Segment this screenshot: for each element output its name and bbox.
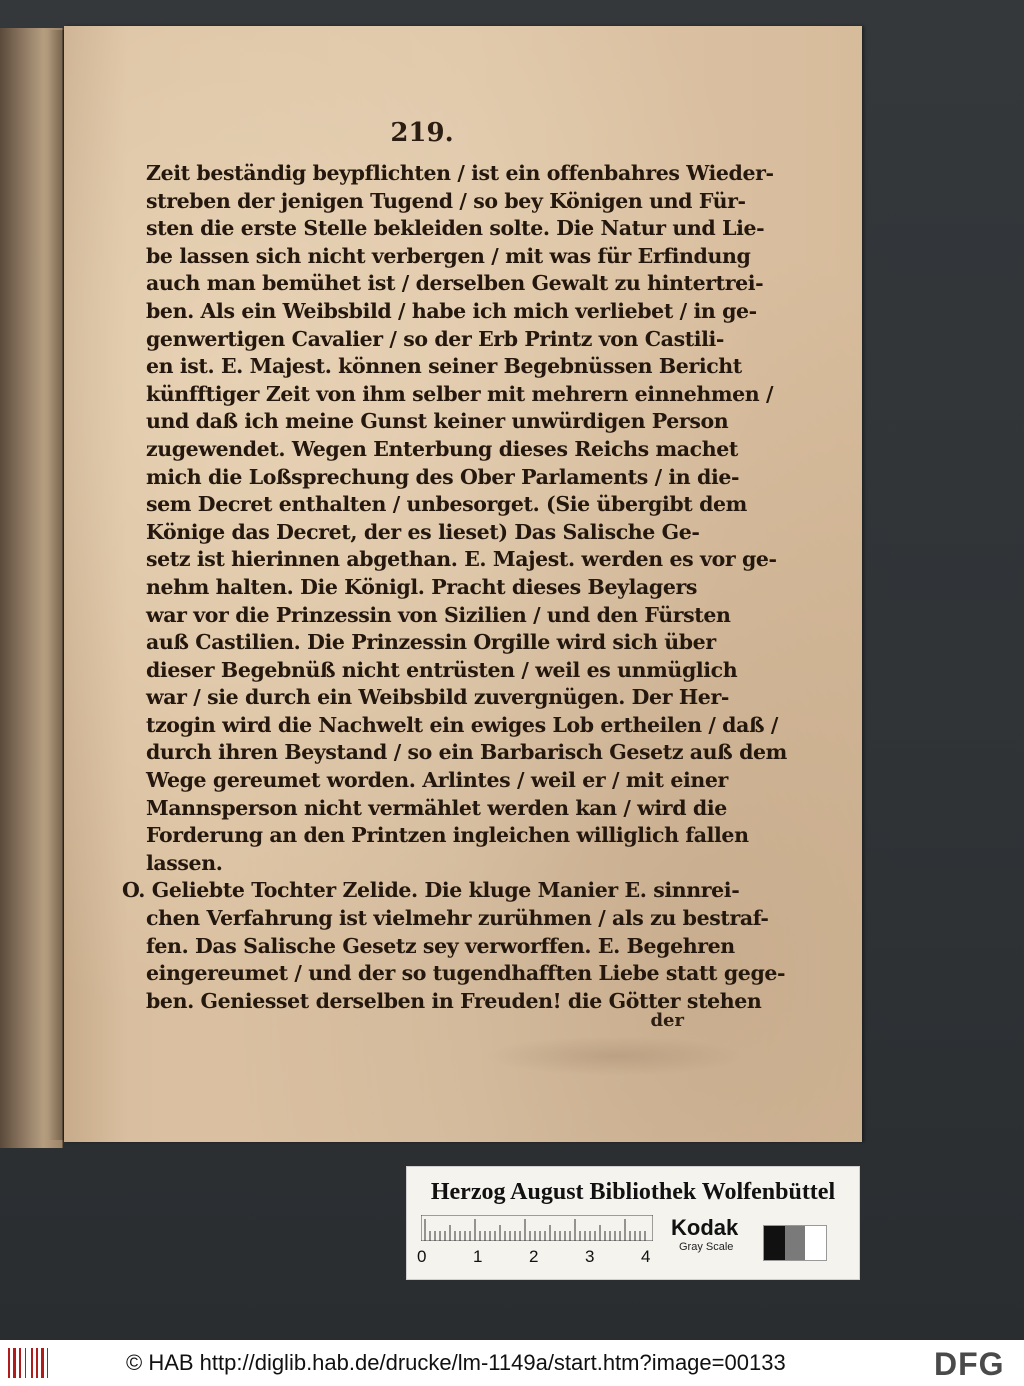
text-line: nehm halten. Die Königl. Pracht dieses Beylagers bbox=[146, 574, 698, 599]
barcode-bar bbox=[19, 1348, 21, 1378]
text-line: streben der jenigen Tugend / so bey Königen und Für- bbox=[146, 188, 746, 213]
library-name: Herzog August Bibliothek Wolfenbüttel bbox=[430, 1179, 836, 1205]
barcode-icon bbox=[8, 1348, 48, 1378]
ruler-outline bbox=[421, 1215, 653, 1241]
scale-ruler bbox=[421, 1215, 653, 1241]
catchword: der bbox=[650, 1010, 684, 1031]
text-line: mich die Loßsprechung des Ober Parlaments / in die- bbox=[146, 464, 740, 489]
show-through-text bbox=[484, 1036, 744, 1076]
text-line: eingereumet / und der so tugendhafften Liebe statt gege- bbox=[146, 961, 786, 986]
ruler-number: 0 bbox=[417, 1247, 427, 1266]
barcode-bar bbox=[8, 1348, 10, 1378]
ruler-number: 2 bbox=[529, 1247, 539, 1266]
ruler-number: 4 bbox=[641, 1247, 651, 1266]
gray-swatch bbox=[805, 1226, 826, 1260]
text-line: Forderung an den Printzen ingleichen williglich fallen bbox=[146, 823, 749, 848]
text-line: O. Geliebte Tochter Zelide. Die kluge Manier E. sinnrei- bbox=[122, 878, 740, 903]
text-line: sten die erste Stelle bekleiden solte. Die Natur und Lie- bbox=[146, 216, 765, 241]
text-line: dieser Begebnüß nicht entrüsten / weil es unmüglich bbox=[146, 657, 738, 682]
text-line: ben. Als ein Weibsbild / habe ich mich verliebet / in ge- bbox=[146, 298, 757, 323]
text-line: Wege gereumet worden. Arlintes / weil er / mit einer bbox=[146, 768, 728, 793]
text-line: Könige das Decret, der es lieset) Das Salische Ge- bbox=[146, 519, 700, 544]
footer-bar bbox=[0, 1340, 1024, 1386]
text-line: chen Verfahrung ist vielmehr zurühmen / als zu bestraf- bbox=[146, 906, 769, 931]
text-line: durch ihren Beystand / so ein Barbarisch Gesetz auß dem bbox=[146, 740, 787, 765]
gray-swatch bbox=[764, 1226, 785, 1260]
gray-swatches bbox=[763, 1225, 827, 1261]
text-line: tzogin wird die Nachwelt ein ewiges Lob ertheilen / daß / bbox=[146, 712, 778, 737]
ruler-numbers bbox=[417, 1247, 657, 1269]
book-page bbox=[64, 26, 862, 1142]
text-line: Zeit beständig beypflichten / ist ein offenbahres Wieder- bbox=[146, 161, 774, 185]
text-line: lassen. bbox=[146, 850, 223, 875]
barcode-bar bbox=[36, 1348, 38, 1378]
text-line: auß Castilien. Die Prinzessin Orgille wird sich über bbox=[146, 630, 716, 655]
ruler-number: 3 bbox=[585, 1247, 595, 1266]
text-line: war / sie durch ein Weibsbild zuvergnügen. Der Her- bbox=[146, 685, 729, 710]
library-color-target bbox=[406, 1166, 860, 1280]
text-line: zugewendet. Wegen Enterbung dieses Reichs machet bbox=[146, 436, 738, 461]
gray-swatch bbox=[785, 1226, 806, 1260]
page-number: 219. bbox=[390, 118, 454, 148]
kodak-logo: Kodak bbox=[671, 1215, 739, 1240]
barcode-bar bbox=[13, 1348, 16, 1378]
barcode-bar bbox=[25, 1348, 26, 1378]
dfg-logo: DFG bbox=[934, 1346, 1005, 1382]
barcode-bar bbox=[47, 1348, 48, 1378]
text-line: künfftiger Zeit von ihm selber mit mehrern einnehmen / bbox=[146, 381, 774, 406]
ruler-number: 1 bbox=[473, 1247, 483, 1266]
text-line: war vor die Prinzessin von Sizilien / und den Fürsten bbox=[146, 602, 731, 627]
page-text bbox=[122, 160, 787, 1015]
barcode-bar bbox=[41, 1348, 44, 1378]
text-line: en ist. E. Majest. können seiner Begebnüssen Bericht bbox=[146, 354, 742, 379]
copyright-link[interactable]: © HAB http://diglib.hab.de/drucke/lm-1149a/start.htm?image=00133 bbox=[126, 1350, 786, 1375]
text-line: genwertigen Cavalier / so der Erb Printz von Castili- bbox=[146, 326, 725, 351]
text-line: setz ist hierinnen abgethan. E. Majest. werden es vor ge- bbox=[146, 547, 777, 572]
text-line: fen. Das Salische Gesetz sey verworffen. E. Begehren bbox=[146, 933, 735, 958]
text-line: Mannsperson nicht vermählet werden kan / wird die bbox=[146, 795, 727, 820]
text-line: sem Decret enthalten / unbesorget. (Sie übergibt dem bbox=[146, 492, 747, 517]
gray-scale-label: Gray Scale bbox=[679, 1241, 734, 1253]
text-line: ben. Geniesset derselben in Freuden! die Götter stehen bbox=[146, 988, 762, 1013]
text-line: und daß ich meine Gunst keiner unwürdigen Person bbox=[146, 409, 729, 434]
text-line: be lassen sich nicht verbergen / mit was für Erfindung bbox=[146, 243, 751, 268]
text-line: auch man bemühet ist / derselben Gewalt zu hintertrei- bbox=[146, 271, 764, 296]
barcode-bar bbox=[31, 1348, 33, 1378]
